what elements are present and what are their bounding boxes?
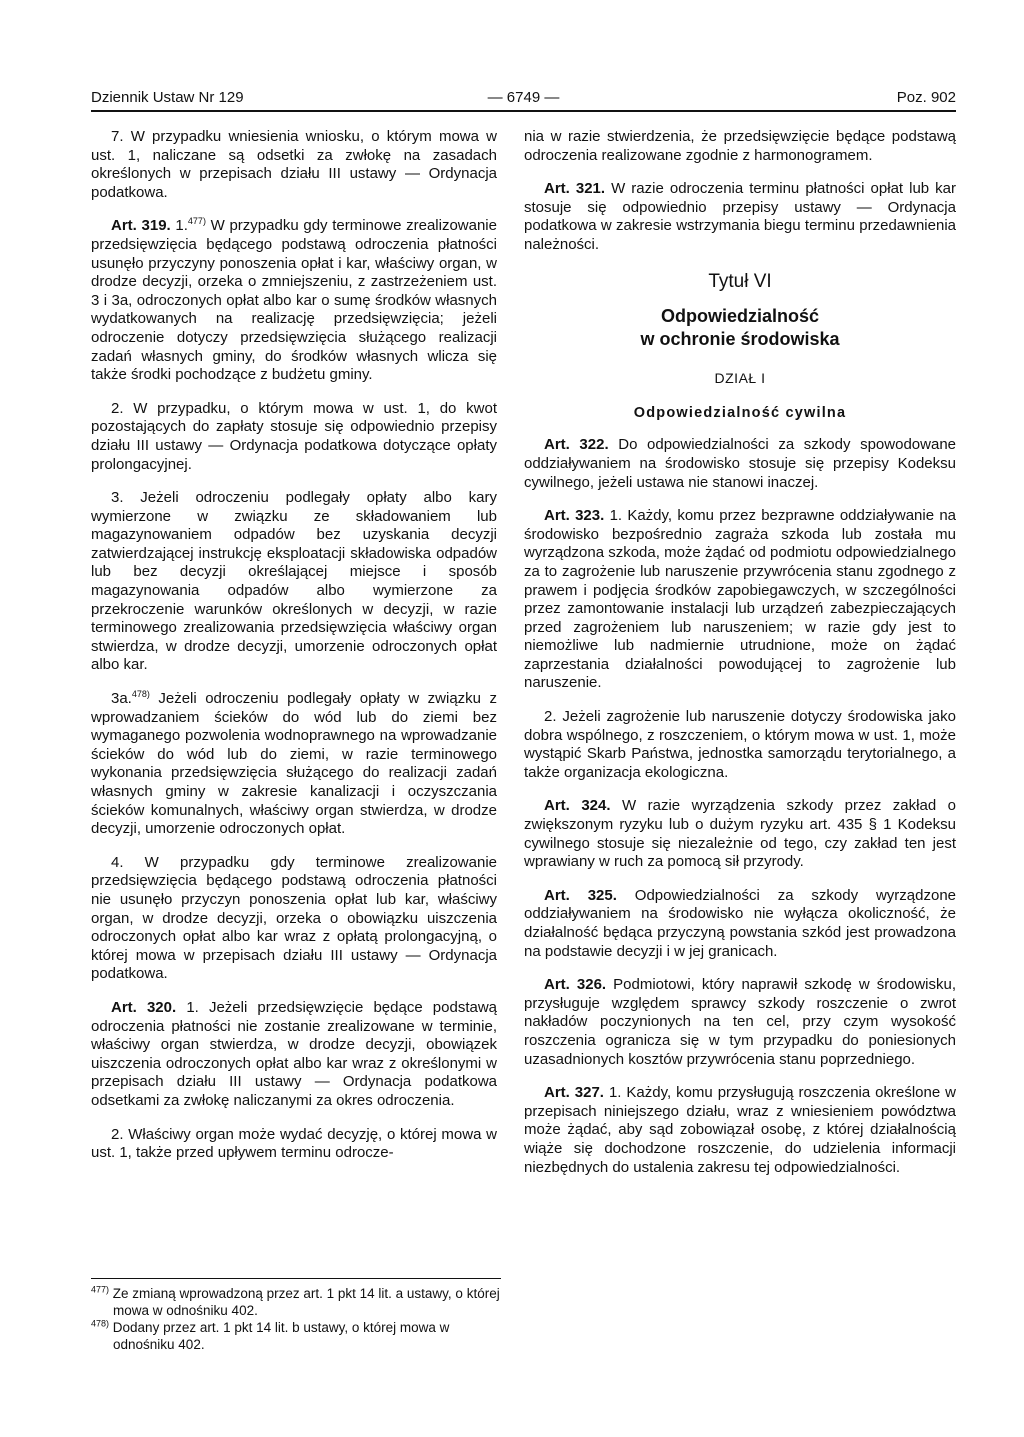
article-322-label: Art. 322. xyxy=(544,436,609,454)
article-322 xyxy=(524,436,956,492)
article-320 xyxy=(91,999,497,1111)
right-column xyxy=(524,128,956,1192)
section-heading: DZIAŁ I xyxy=(714,370,766,387)
position-number: Poz. 902 xyxy=(896,89,956,106)
article-323 xyxy=(524,507,956,693)
section-name: Odpowiedzialność cywilna xyxy=(633,404,847,421)
article-319 xyxy=(91,217,497,384)
paragraph-3a-label: 3a. xyxy=(111,690,132,708)
article-321-label: Art. 321. xyxy=(544,180,606,198)
title-name-line-1: Odpowiedzialność xyxy=(660,306,820,327)
article-323-text: 1. Każdy, komu przez bezprawne oddziaływanie na środowisko bezpośrednio zagraża szkoda lub została mu wyrządzona szkoda, może żądać od podmiotu odpowiedzialnego za to zagrożenie lub naruszenie przywrócenia stanu zgodnego z prawem i podjęcia środków zapobiegawczych, w szczególności przez zamontowanie instalacji lub urządzeń zabezpieczających przed zagrożeniem lub naruszeniem; w razie gdy jest to niemożliwe lub nadmiernie utrudnione, może on żądać zaprzestania działalności powodującej to zagrożenie lub naruszenie. xyxy=(524,507,956,692)
article-322-text: Do odpowiedzialności za szkody spowodowane oddziaływaniem na środowisko stosuje się przepisy Kodeksu cywilnego, jeżeli ustawa nie stanowi inaczej. xyxy=(524,436,956,491)
paragraph-3a-text: Jeżeli odroczeniu podlegały opłaty w związku z wprowadzaniem ścieków do wód lub do ziemi bez wymaganego pozwolenia wodnoprawnego na wprowadzanie ścieków do wód lub do ziemi, w razie terminowego wykonania przedsięwzięcia służącego do realizacji zadań własnych gminy w zakresie kanalizacji i oczyszczania ścieków komunalnych, właściwy organ stwierdza, w drodze decyzji, umorzenie odroczonych opłat. xyxy=(91,690,497,838)
article-319-paragraph-3a xyxy=(91,690,497,839)
footnote-text: Ze zmianą wprowadzoną przez art. 1 pkt 14 lit. a ustawy, o której mowa w odnośniku 402. xyxy=(112,1286,500,1318)
journal-title: Dziennik Ustaw Nr 129 xyxy=(91,89,244,106)
article-321 xyxy=(524,180,956,254)
title-heading: Tytuł VI xyxy=(708,270,772,292)
page-number: — 6749 — xyxy=(487,89,560,106)
article-327-label: Art. 327. xyxy=(544,1084,604,1102)
footnotes xyxy=(91,1278,501,1353)
continued-paragraph: nia w razie stwierdzenia, że przedsięwzięcie będące podstawą odroczenia realizowane zgodnie z harmonogramem. xyxy=(524,128,956,164)
paragraph-7: 7. W przypadku wniesienia wniosku, o którym mowa w ust. 1, naliczane są odsetki za zwłokę na zasadach określonych w przepisach działu III ustawy — Ordynacja podatkowa. xyxy=(91,128,497,201)
footnote-mark: 478) xyxy=(91,1318,110,1329)
article-319-paragraph-3: 3. Jeżeli odroczeniu podlegały opłaty albo kary wymierzone w związku ze składowaniem lub magazynowaniem odpadów bez uzyskania decyzji zatwierdzającej instrukcję eksploatacji składowiska odpadów lub bez decyzji określającej miejsce i sposób magazynowania odpadów albo wymierzone za przekroczenie warunków określonych w decyzji, w razie terminowego zrealizowania przedsięwzięcia właściwy organ stwierdza, w drodze decyzji, umorzenie odroczonych opłat albo kar. xyxy=(91,489,497,674)
article-326-label: Art. 326. xyxy=(544,976,607,994)
article-321-text: W razie odroczenia terminu płatności opłat lub kar stosuje się odpowiednio przepisy ustawy — Ordynacja podatkowa w zakresie wstrzymania biegu terminu przedawnienia należności. xyxy=(524,180,956,253)
article-324-label: Art. 324. xyxy=(544,797,611,815)
article-325-text: Odpowiedzialności za szkody wyrządzone oddziaływaniem na środowisko nie wyłącza okoliczność, że działalność będąca przyczyną powstania szkód jest prowadzona na podstawie decyzji i w jej granicach. xyxy=(524,886,957,960)
footnote-477 xyxy=(91,1285,501,1319)
article-326 xyxy=(524,976,956,1069)
article-320-label: Art. 320. xyxy=(111,998,177,1016)
footnote-478 xyxy=(91,1319,501,1353)
title-name xyxy=(524,305,956,351)
article-323-label: Art. 323. xyxy=(544,507,605,525)
article-324-text: W razie wyrządzenia szkody przez zakład o zwiększonym ryzyku lub o dużym ryzyku art. 435 § 1 Kodeksu cywilnego stosuje się niezależnie od tego, czy zakład ten jest wprawiany w ruch za pomocą sił przyrody. xyxy=(524,797,956,871)
article-324 xyxy=(524,797,956,871)
footnote-mark: 477) xyxy=(91,1284,110,1295)
title-name-line-2: w ochronie środowiska xyxy=(640,329,840,350)
article-319-label: Art. 319. xyxy=(111,217,171,235)
article-325 xyxy=(524,887,956,961)
page-header xyxy=(91,88,956,112)
left-column xyxy=(91,128,497,1178)
article-325-label: Art. 325. xyxy=(544,886,617,904)
article-320-text: 1. Jeżeli przedsięwzięcie będące podstawą odroczenia płatności nie zostanie zrealizowane w terminie, właściwy organ stwierdza, w drodze decyzji, obowiązek uiszczenia odroczonych opłat albo kar wraz z określonymi w przepisach działu III ustawy — Ordynacja podatkowa odsetkami za zwłokę naliczanymi za okres odroczenia. xyxy=(91,998,497,1109)
article-323-paragraph-2: 2. Jeżeli zagrożenie lub naruszenie dotyczy środowiska jako dobra wspólnego, z roszczeniem, o którym mowa w ust. 1, może wystąpić Skarb Państwa, jednostka samorządu terytorialnego, a także organizacja ekologiczna. xyxy=(524,708,956,781)
article-319-text: W przypadku gdy terminowe zrealizowanie przedsięwzięcia będącego podstawą odroczenia płatności usunęło przyczyny ponoszenia opłat i kar, właściwy organ, w drodze decyzji, orzeka o zmniejszeniu, z zastrzeżeniem ust. 3 i 3a, odroczonych opłat albo kar o sumę środków własnych wydatkowanych na realizację przedsięwzięcia; jeżeli odroczenie dotyczy przedsięwzięcia służącego realizacji zadań własnych gminy, do środków własnych wlicza się także środki pochodzące z budżetu gminy. xyxy=(91,217,497,384)
article-327-text: 1. Każdy, komu przysługują roszczenia określone w przepisach niniejszego działu, wraz z wniesieniem powództwa może żądać, aby sąd zobowiązał osobę, z której działalnością wiąże się dochodzone roszczenie, do udzielenia informacji niezbędnych do ustalenia zakresu tej odpowiedzialności. xyxy=(524,1084,956,1176)
article-320-paragraph-2: 2. Właściwy organ może wydać decyzję, o której mowa w ust. 1, także przed upływem terminu odrocze- xyxy=(91,1125,497,1162)
article-326-text: Podmiotowi, który naprawił szkodę w środowisku, przysługuje względem sprawcy szkody roszczenie o zwrot nakładów poczynionych na ten cel, przy czym wysokość roszczenia ogranicza się w tym przypadku do poniesionych uzasadnionych kosztów przywrócenia stanu poprzedniego. xyxy=(524,976,956,1068)
article-319-paragraph-2: 2. W przypadku, o którym mowa w ust. 1, do kwot pozostających do zapłaty stosuje się odpowiednio przepisy działu III ustawy — Ordynacja podatkowa dotyczące opłaty prolongacyjnej. xyxy=(91,399,497,473)
footnote-ref-478: 478) xyxy=(131,689,150,700)
footnote-ref-477: 477) xyxy=(187,216,206,227)
article-327 xyxy=(524,1084,956,1177)
article-319-num: 1. xyxy=(175,217,188,235)
footnote-text: Dodany przez art. 1 pkt 14 lit. b ustawy, o której mowa w odnośniku 402. xyxy=(112,1320,450,1352)
article-319-paragraph-4: 4. W przypadku gdy terminowe zrealizowanie przedsięwzięcia będącego podstawą odroczenia płatności nie usunęło przyczyn ponoszenia opłat lub kar, właściwy organ, w drodze decyzji, orzeka o obowiązku uiszczenia odroczonych opłat albo kar wraz z opłatą prolongacyjną, o której mowa w przepisach działu III ustawy — Ordynacja podatkowa. xyxy=(91,853,497,983)
